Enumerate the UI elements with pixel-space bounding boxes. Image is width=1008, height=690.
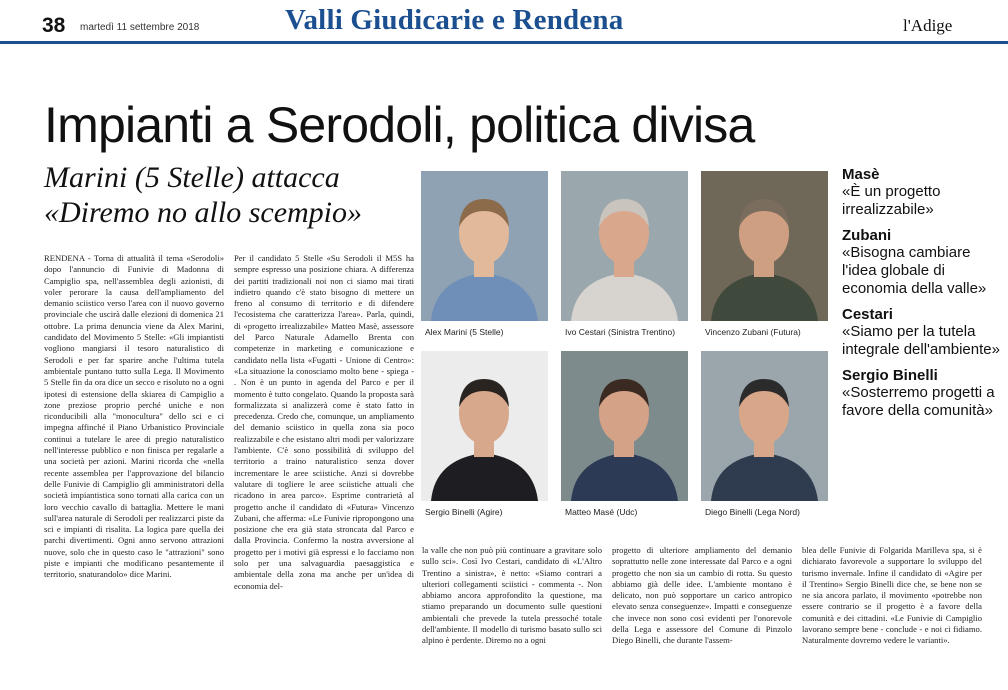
- article-column-2: Per il candidato 5 Stelle «Su Serodoli il M5S ha sempre espresso una posizione chiara. A differenza dei partiti tradizionali noi non ci siamo mai tirati indietro quando c'è stato bisogno di mettere un freno al consumo di territorio e di difendere l'ecosistema che caratterizza l'area». Parla, quindi, di «progetto irrealizzabile» Matteo Masè, assessore del Parco Naturale Adamello Brenta con competenze in marketing e comunicazione e candidato nella lista «Fugatti - Unione di Centro»: «La situazione la conosciamo molto bene - spiega - . Non è un punto in agenda del Parco e per il momento è tutto congelato. Quando la proposta sarà formalizzata si analizzerà come è stato fatto in precedenza. Credo che, comunque, un ampliamento del demanio sciistico in quella zona sia poco realizzabile e che esistano altri modi per valorizzare l'ambiente. C'è sono possibilità di sviluppo del territorio a traino naturalistico senza dover incrementare le aree sciistiche. Anzi si dovrebbe valutare di togliere le aree sciistiche attuali che ricadono in area parco». Esprime contrarietà al progetto anche il candidato di «Futura» Vincenzo Zubani, che afferma: «Le Funivie ripropongono una posizione che era già stata stroncata dal Parco e dalla Provincia. Confermo la nostra avversione al progetto per i motivi già espressi e lo facciamo non solo per una salvaguardia paesaggistica e ambientale della zona ma anche per un'idea di economia del-: [234, 253, 414, 591]
- quote-name: Zubani: [842, 227, 892, 244]
- caption-diego-binelli: Diego Binelli (Lega Nord): [705, 507, 800, 517]
- quote-sergio-binelli: [842, 367, 1007, 420]
- caption-matteo-mase: Matteo Masé (Udc): [565, 507, 638, 517]
- portrait-illustration: [561, 171, 688, 321]
- caption-sergio-binelli: Sergio Binelli (Agire): [425, 507, 503, 517]
- photo-alex-marini: [421, 171, 548, 321]
- portrait-illustration: [421, 171, 548, 321]
- headline: Impianti a Serodoli, politica divisa: [44, 97, 755, 153]
- article-column-4: progetto di ulteriore ampliamento del demanio soprattutto nelle zone interessate dal Parco e a ogni progetto che non sia un cambio di rotta. Su questo abbiamo già delle idee. L'ambiente montano è delicato, non può sopportare un carico antropico elevato senza conseguenze». Impatti e conseguenze che invece non sono così evidenti per l'onorevole della Lega e assessore del Comune di Pinzolo Diego Binelli, che durante l'assem-: [612, 545, 792, 646]
- quote-text: «È un progetto irrealizzabile»: [842, 183, 941, 218]
- subheadline-line-1: Marini (5 Stelle) attacca: [44, 161, 340, 194]
- quote-cestari: [842, 306, 1007, 359]
- photo-sergio-binelli: [421, 351, 548, 501]
- section-title: Valli Giudicarie e Rendena: [285, 4, 624, 36]
- quote-text: «Sosterremo progetti a favore della comunità»: [842, 384, 995, 419]
- portrait-illustration: [561, 351, 688, 501]
- article-column-3: la valle che non può più continuare a gravitare solo sullo sci». Così Ivo Cestari, candidato di «L'Altro Trentino a sinistra», è netto: «Siamo contrari a ulteriori collegamenti sciistici - commenta -. Non abbiamo ancora approfondito la questione, ma stiamo preparando un documento sulle questioni ambientali che prevede la tutela pressoché totale dell'ambiente. Il modello di turismo basato sullo sci alpino è perdente. Diremo no a ogni: [422, 545, 602, 646]
- photo-vincenzo-zubani: [701, 171, 828, 321]
- article-column-1: RENDENA - Torna di attualità il tema «Serodoli» dopo l'annuncio di Funivie di Madonna di Campiglio spa, nell'assemblea degli azionisti, di voler perorare la causa dell'ampliamento del demanio sciistico verso l'area con il nuovo governo provinciale che uscirà dalle elezioni di domenica 21 ottobre. La prima denuncia viene da Alex Marini, candidato del Movimento 5 Stelle: «Gli impiantisti vogliono mangiarsi il tesoro naturalistico di Serodoli e per far sparire anche l'ultima tutela ambientale puntano tutto sulla Lega. Il Movimento 5 Stelle fin da ora dice un secco e risoluto no a ogni ipotesi di estensione della skiarea di Campiglio a zone preziose proprio perché uniche e non riconducibili alla "monocultura" dello sci e ci impegna affinché il Piano Urbanistico Provinciale continui a tutelare le aree di pregio naturalistico nell'interesse pubblico e non finisca per regalarle a una società per azioni. Marini ricorda che «nella recente assemblea per l'approvazione del bilancio delle Funivie di Campiglio gli amministratori della società impiantistica sono tornati alla carica con un loro vecchio cavallo di battaglia. Mettere le mani sull'area naturale di Serodoli per realizzarci piste da sci e impianti di risalita. La logica pare quella dei parchi divertimenti. Ogni anno servono attrazioni nuove, solo che in questo caso le "attrazioni" sono piste e impianti che modificano pesantemente il territorio, snaturandolo» dice Marini.: [44, 253, 224, 580]
- quote-text: «Bisogna cambiare l'idea globale di economia della valle»: [842, 244, 987, 297]
- caption-vincenzo-zubani: Vincenzo Zubani (Futura): [705, 327, 801, 337]
- quote-name: Masè: [842, 166, 880, 183]
- quote-text: «Siamo per la tutela integrale dell'ambiente»: [842, 323, 1000, 358]
- portrait-illustration: [701, 351, 828, 501]
- portrait-illustration: [421, 351, 548, 501]
- photo-diego-binelli: [701, 351, 828, 501]
- photo-ivo-cestari: [561, 171, 688, 321]
- quote-zubani: [842, 227, 1007, 298]
- quote-name: Sergio Binelli: [842, 367, 938, 384]
- article-column-5: blea delle Funivie di Folgarida Marilleva spa, si è dichiarato favorevole a supportare lo sviluppo del turismo invernale. Infine il candidato di «Agire per il Trentino» Sergio Binelli dice che, se bene non se ne sia ancora parlato, il movimento «potrebbe non essere contrario se il progetto è a favore della comunità e dei cittadini. «Le Funivie di Campiglio lavorano sempre bene - conclude - e noi ci fidiamo. Naturalmente dovremo vedere le varianti».: [802, 545, 982, 646]
- subheadline-line-2: «Diremo no allo scempio»: [44, 196, 363, 229]
- page-number: 38: [42, 14, 66, 37]
- caption-alex-marini: Alex Marini (5 Stelle): [425, 327, 504, 337]
- caption-ivo-cestari: Ivo Cestari (Sinistra Trentino): [565, 327, 676, 337]
- newspaper-logo: l'Adige: [903, 16, 953, 35]
- page-header: [0, 0, 1008, 44]
- photo-matteo-mase: [561, 351, 688, 501]
- quotes-sidebar: [842, 164, 1007, 420]
- issue-date: martedì 11 settembre 2018: [80, 22, 200, 33]
- quote-mase: [842, 166, 1007, 219]
- portrait-illustration: [701, 171, 828, 321]
- quote-name: Cestari: [842, 306, 893, 323]
